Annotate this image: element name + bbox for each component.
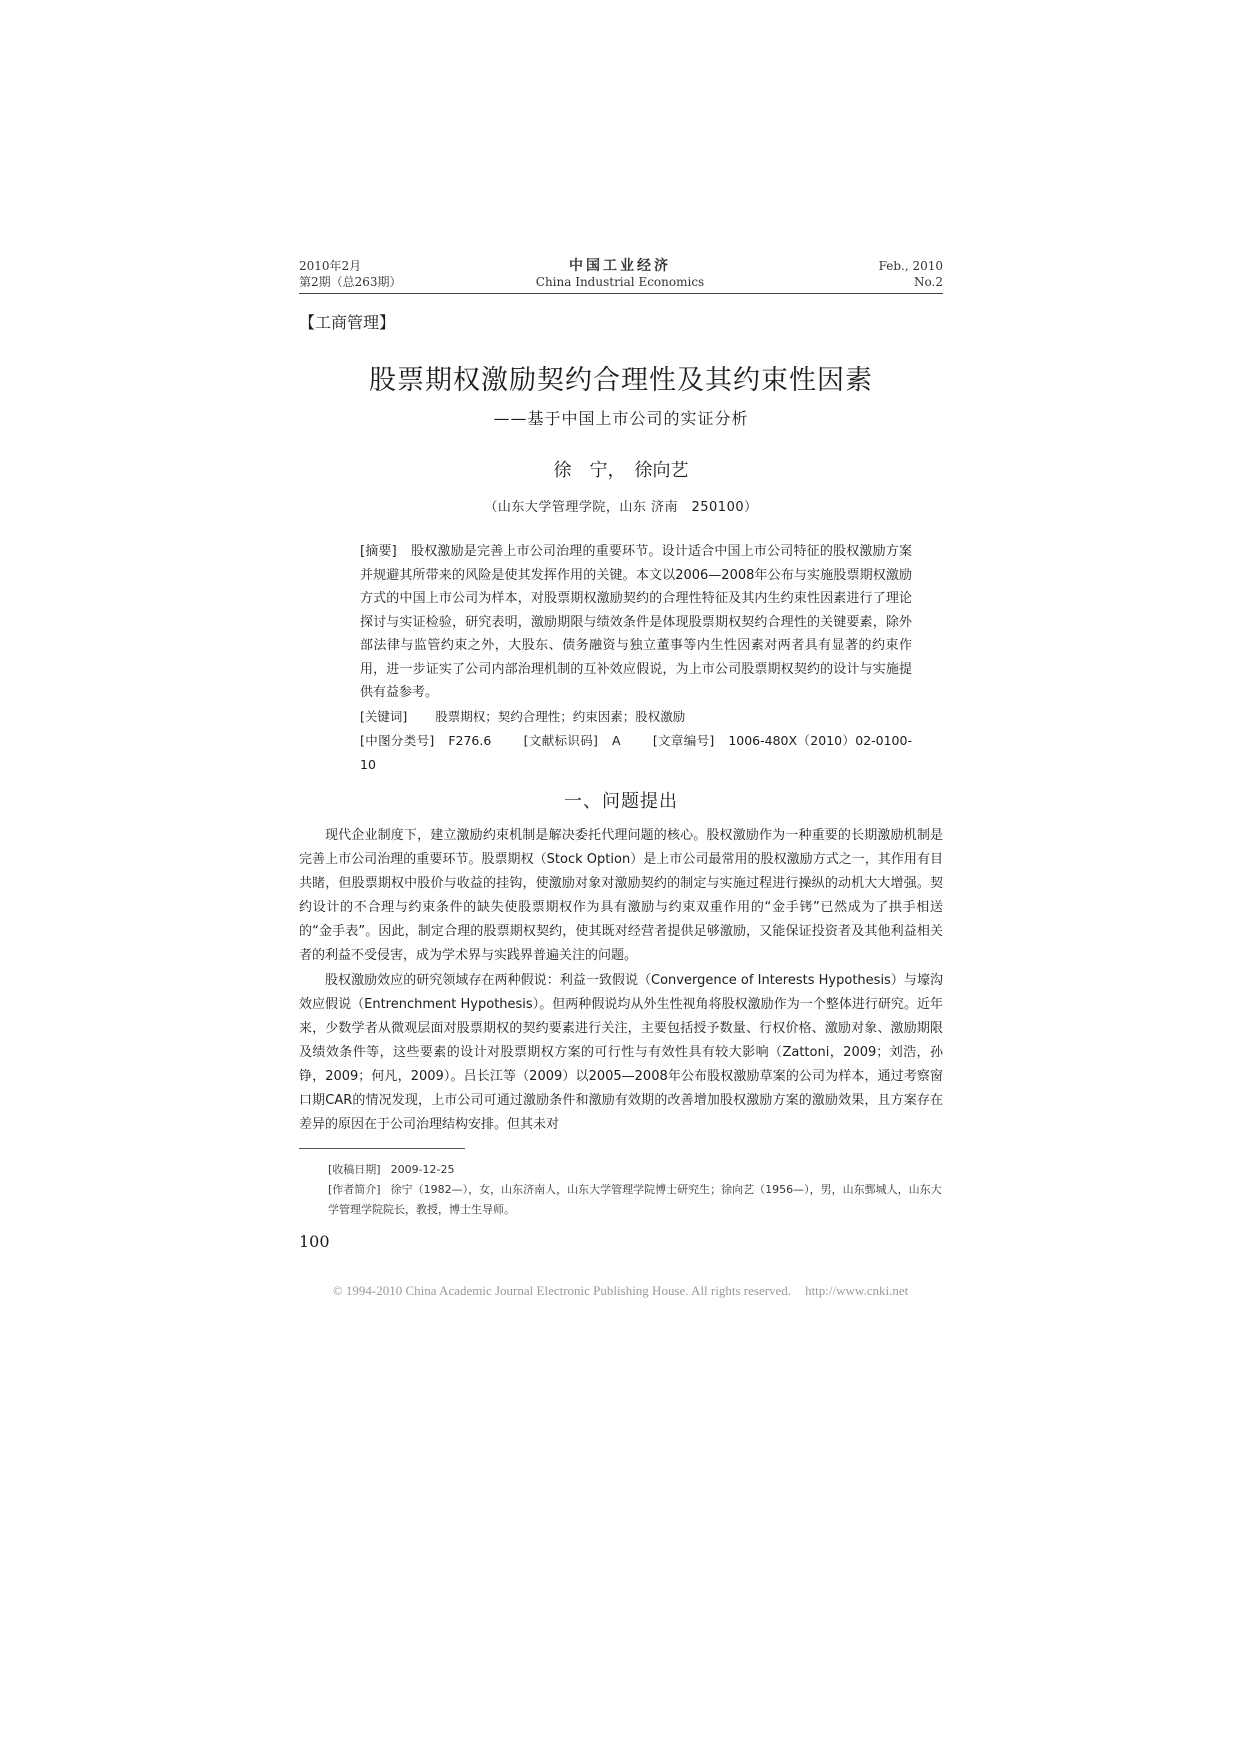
footnote-divider — [299, 1148, 465, 1149]
author-bio-label: [作者简介] — [328, 1183, 381, 1196]
keywords-text: 股票期权；契约合理性；约束因素；股权激励 — [435, 708, 686, 724]
received-label: [收稿日期] — [328, 1163, 381, 1176]
body-text — [299, 824, 943, 1137]
journal-name-cn: 中国工业经济 — [569, 258, 671, 274]
keywords-line — [360, 705, 912, 729]
header-date-cn: 2010年2月 — [299, 259, 362, 273]
copyright-line — [217, 1283, 1024, 1299]
abstract-label: [摘要] — [360, 544, 397, 559]
author-bio-line — [328, 1180, 943, 1220]
clc-value: F276.6 — [448, 732, 492, 748]
header-issue-en: No.2 — [914, 275, 943, 289]
abstract-text: 股权激励是完善上市公司治理的重要环节。设计适合中国上市公司特征的股权激励方案并规避其所带来的风险是使其发挥作用的关键。本文以2006—2008年公布与实施股票期权激励方式的中国上市公司为样本，对股票期权激励契约的合理性特征及其内生约束性因素进行了理论探讨与实证检验，研究表明，激励期限与绩效条件是体现股票期权契约合理性的关键要素，除外部法律与监管约束之外，大股东、债务融资与独立董事等内生性因素对两者具有显著的约束作用，进一步证实了公司内部治理机制的互补效应假说，为上市公司股票期权契约的设计与实施提供有益参考。 — [360, 544, 912, 700]
header-left — [299, 258, 402, 290]
article-no-value: 1006-480X（2010）02-0100-10 — [360, 732, 912, 772]
author-bio: 徐宁（1982—），女，山东济南人，山东大学管理学院博士研究生；徐向艺（1956—），男，山东鄄城人，山东大学管理学院院长，教授，博士生导师。 — [328, 1183, 942, 1216]
article-subtitle: ——基于中国上市公司的实证分析 — [493, 409, 749, 428]
keywords-label: [关键词] — [360, 708, 408, 724]
affiliation: （山东大学管理学院，山东 济南 250100） — [484, 500, 758, 515]
clc-label: [中图分类号] — [360, 732, 435, 748]
journal-name-en: China Industrial Economics — [535, 275, 705, 289]
received-date: 2009-12-25 — [390, 1163, 455, 1176]
footnotes — [328, 1160, 943, 1220]
received-date-line — [328, 1160, 943, 1180]
doc-code-group — [524, 733, 635, 748]
article-no-label: [文章编号] — [652, 732, 715, 748]
body-paragraph-1: 现代企业制度下，建立激励约束机制是解决委托代理问题的核心。股权激励作为一种重要的长期激励机制是完善上市公司治理的重要环节。股票期权（Stock Option）是上市公司最常用的股权激励方式之一，其作用有目共睹，但股票期权中股价与收益的挂钩，使激励对象对激励契约的制定与实施过程进行操纵的动机大大增强。契约设计的不合理与约束条件的缺失使股票期权作为具有激励与约束双重作用的“金手铐”已然成为了拱手相送的“金手表”。因此，制定合理的股票期权契约，使其既对经营者提供足够激励，又能保证投资者及其他利益相关者的利益不受侵害，成为学术界与实践界普遍关注的问题。 — [299, 828, 943, 964]
doc-code-value: A — [611, 732, 621, 748]
header-issue-cn: 第2期（总263期） — [299, 275, 402, 289]
section-tag: 【工商管理】 — [299, 313, 396, 332]
classification-line — [360, 729, 912, 777]
clc-group — [360, 733, 505, 748]
header-center — [500, 258, 740, 290]
abstract-block — [360, 540, 912, 777]
body-paragraph-2: 股权激励效应的研究领域存在两种假说：利益一致假说（Convergence of Interests Hypothesis）与壕沟效应假说（Entrenchment Hypothesis）。但两种假说均从外生性视角将股权激励作为一个整体进行研究。近年来，少数学者从微观层面对股票期权的契约要素进行关注，主要包括授予数量、行权价格、激励对象、激励期限及绩效条件等，这些要素的设计对股票期权方案的可行性与有效性具有较大影响（Zattoni，2009；刘浩，孙铮，2009；何凡，2009）。吕长江等（2009）以2005—2008年公布股权激励草案的公司为样本，通过考察窗口期CAR的情况发现，上市公司可通过激励条件和激励有效期的改善增加股权激励方案的激励效果，且方案存在差异的原因在于公司治理结构安排。但其未对 — [299, 972, 943, 1133]
copyright-url[interactable]: http://www.cnki.net — [805, 1283, 909, 1298]
page-number: 100 — [299, 1232, 330, 1251]
section-heading: 一、问题提出 — [564, 791, 678, 812]
authors: 徐 宁， 徐向艺 — [553, 460, 689, 481]
doc-code-label: [文献标识码] — [523, 732, 598, 748]
header-right — [820, 258, 943, 290]
copyright-text: © 1994-2010 China Academic Journal Electronic Publishing House. All rights reserved. — [332, 1283, 792, 1298]
header-divider — [299, 293, 943, 294]
header-date-en: Feb., 2010 — [878, 259, 943, 273]
article-title: 股票期权激励契约合理性及其约束性因素 — [369, 365, 873, 396]
abstract-paragraph — [360, 540, 912, 705]
